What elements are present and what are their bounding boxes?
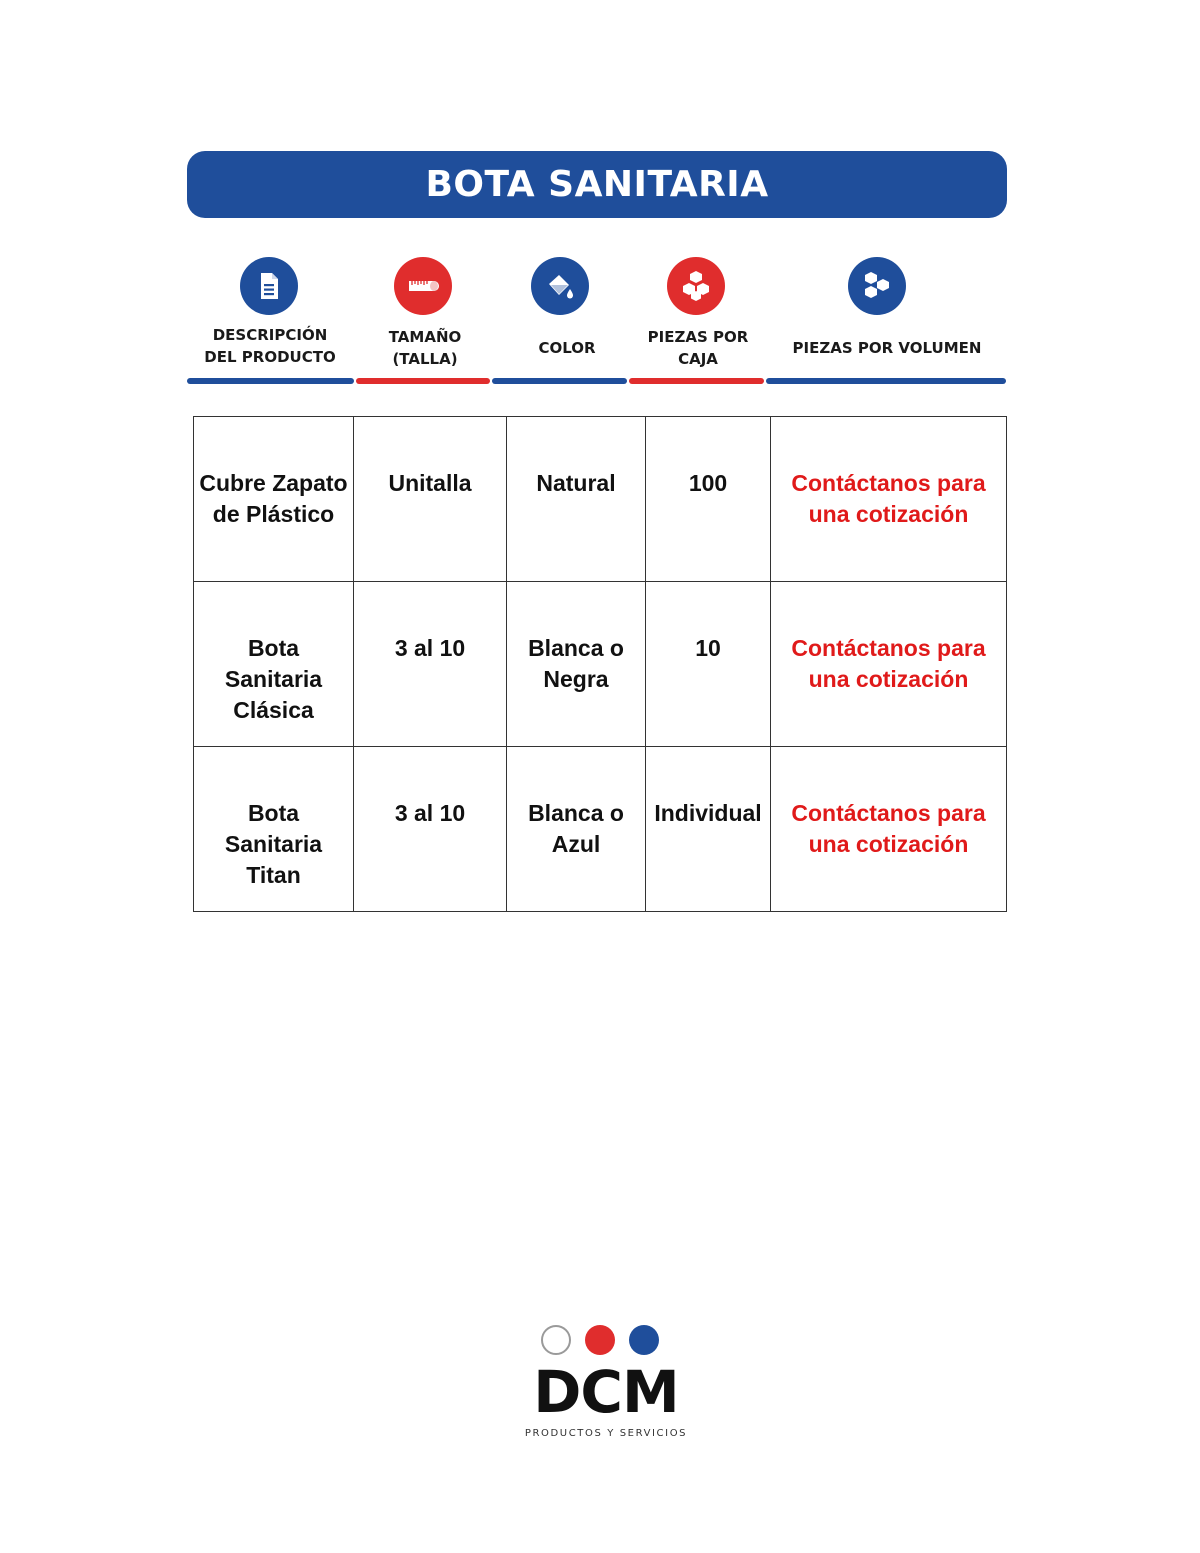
cell-size: 3 al 10: [354, 747, 507, 912]
cell-size: 3 al 10: [354, 582, 507, 747]
header-per-volume: PIEZAS POR VOLUMEN: [792, 339, 982, 357]
logo-dots: [541, 1325, 659, 1355]
cell-quote: Contáctanos para una cotización: [771, 582, 1007, 747]
header-description: DESCRIPCIÓN DEL PRODUCTO: [204, 326, 336, 366]
measuring-tape-icon: [394, 257, 452, 315]
header-color: COLOR: [538, 339, 596, 357]
cell-description: Cubre Zapato de Plástico: [194, 417, 354, 582]
cell-description: Bota Sanitaria Titan: [194, 747, 354, 912]
cell-color: Natural: [507, 417, 646, 582]
document-icon: [240, 257, 298, 315]
page-title: BOTA SANITARIA: [187, 151, 1007, 218]
logo-dot-white: [541, 1325, 571, 1355]
header-per-box: PIEZAS POR CAJA: [647, 328, 749, 368]
header-size: TAMAÑO (TALLA): [388, 328, 462, 368]
header-underline: [766, 378, 1006, 384]
boxes-icon: [848, 257, 906, 315]
cell-quote: Contáctanos para una cotización: [771, 417, 1007, 582]
logo-tagline: PRODUCTOS Y SERVICIOS: [524, 1428, 688, 1439]
header-underline: [356, 378, 490, 384]
cell-quote: Contáctanos para una cotización: [771, 747, 1007, 912]
paint-bucket-icon: [531, 257, 589, 315]
cell-color: Blanca o Negra: [507, 582, 646, 747]
table-row: [194, 582, 1007, 747]
table-row: [194, 747, 1007, 912]
table-row: [194, 417, 1007, 582]
header-underline: [187, 378, 354, 384]
cell-size: Unitalla: [354, 417, 507, 582]
cell-per-box: 10: [646, 582, 771, 747]
cell-description: Bota Sanitaria Clásica: [194, 582, 354, 747]
logo-wordmark: DCM: [533, 1358, 679, 1426]
header-underline: [492, 378, 627, 384]
product-table: [193, 416, 1007, 912]
cell-per-box: 100: [646, 417, 771, 582]
cell-per-box: Individual: [646, 747, 771, 912]
header-underline: [629, 378, 764, 384]
cubes-icon: [667, 257, 725, 315]
logo-dot-red: [585, 1325, 615, 1355]
logo-dot-blue: [629, 1325, 659, 1355]
cell-color: Blanca o Azul: [507, 747, 646, 912]
